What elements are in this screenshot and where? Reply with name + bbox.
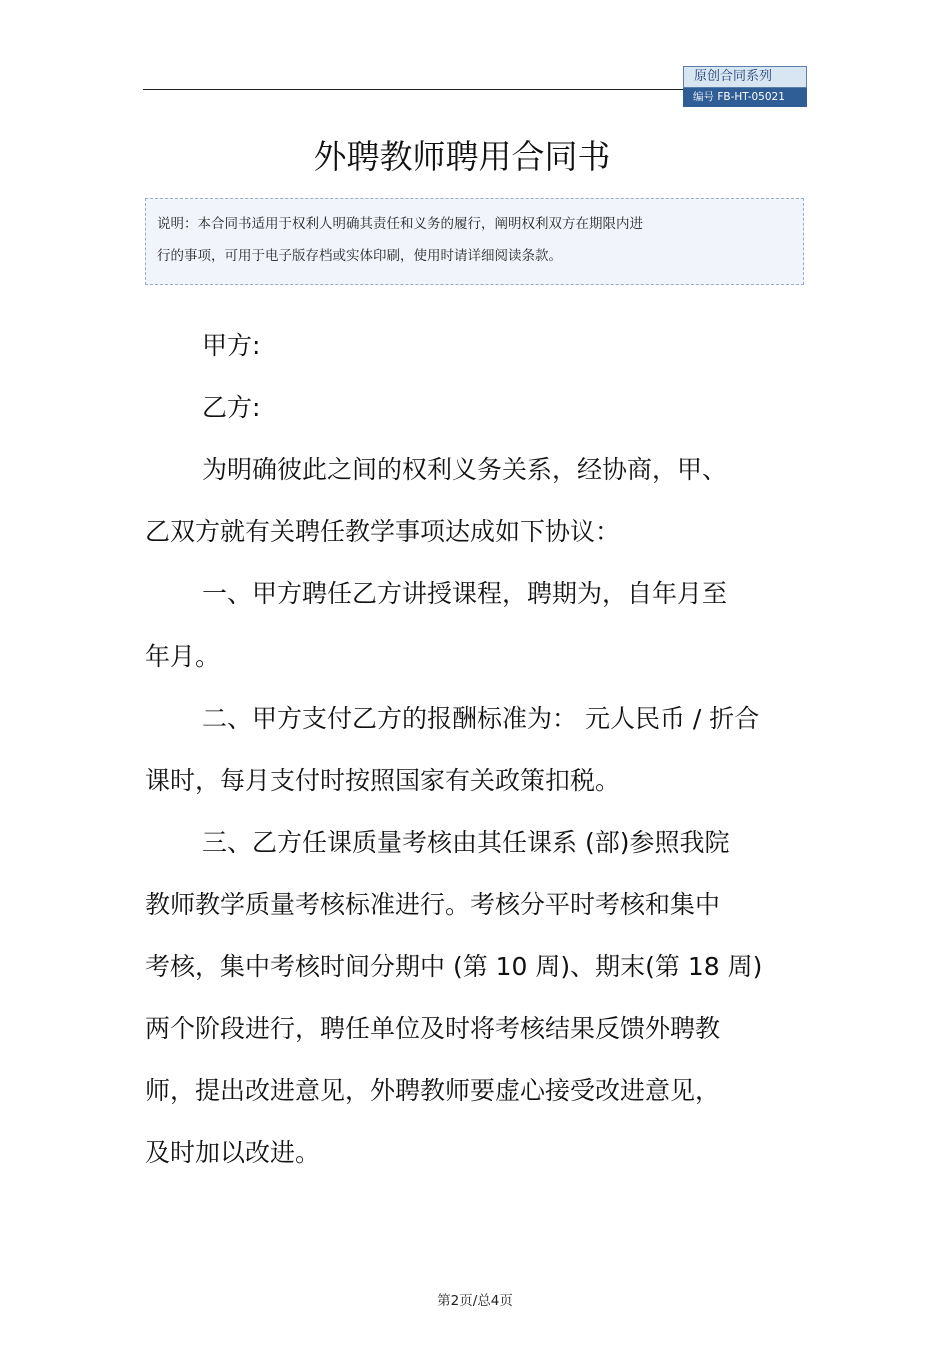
party-a-line: 甲方: xyxy=(202,331,261,360)
party-b-line: 乙方: xyxy=(202,393,261,422)
usage-note-line-1: 说明：本合同书适用于权利人明确其责任和义务的履行，阐明权利双方在期限内进 xyxy=(157,216,643,232)
document-title: 外聘教师聘用合同书 xyxy=(313,137,611,176)
page-number: 第2页/总4页 xyxy=(437,1293,513,1309)
body-line: 及时加以改进。 xyxy=(145,1138,321,1167)
usage-note-box xyxy=(145,198,804,285)
header-rule xyxy=(143,89,683,90)
body-line: 为明确彼此之间的权利义务关系，经协商，甲、 xyxy=(202,455,728,484)
body-line: 课时，每月支付时按照国家有关政策扣税。 xyxy=(145,766,621,795)
clause-3-line: 三、乙方任课质量考核由其任课系 (部)参照我院 xyxy=(202,828,730,857)
clause-1-line: 一、甲方聘任乙方讲授课程，聘期为，自年月至 xyxy=(202,579,728,608)
body-line: 乙双方就有关聘任教学事项达成如下协议： xyxy=(145,517,621,546)
series-badge xyxy=(683,66,807,107)
body-line: 两个阶段进行，聘任单位及时将考核结果反馈外聘教 xyxy=(145,1014,721,1043)
body-line: 考核，集中考核时间分期中 (第 10 周)、期末(第 18 周) xyxy=(145,952,763,981)
body-line: 师，提出改进意见，外聘教师要虚心接受改进意见， xyxy=(145,1076,721,1105)
usage-note-line-2: 行的事项，可用于电子版存档或实体印刷，使用时请详细阅读条款。 xyxy=(157,248,562,264)
series-label: 原创合同系列 xyxy=(683,66,807,88)
document-code: 编号 FB-HT-05021 xyxy=(683,88,807,107)
clause-2-line: 二、甲方支付乙方的报酬标准为： 元人民币 / 折合 xyxy=(202,704,760,733)
body-line: 教师教学质量考核标准进行。考核分平时考核和集中 xyxy=(145,890,721,919)
body-line: 年月。 xyxy=(145,642,221,671)
